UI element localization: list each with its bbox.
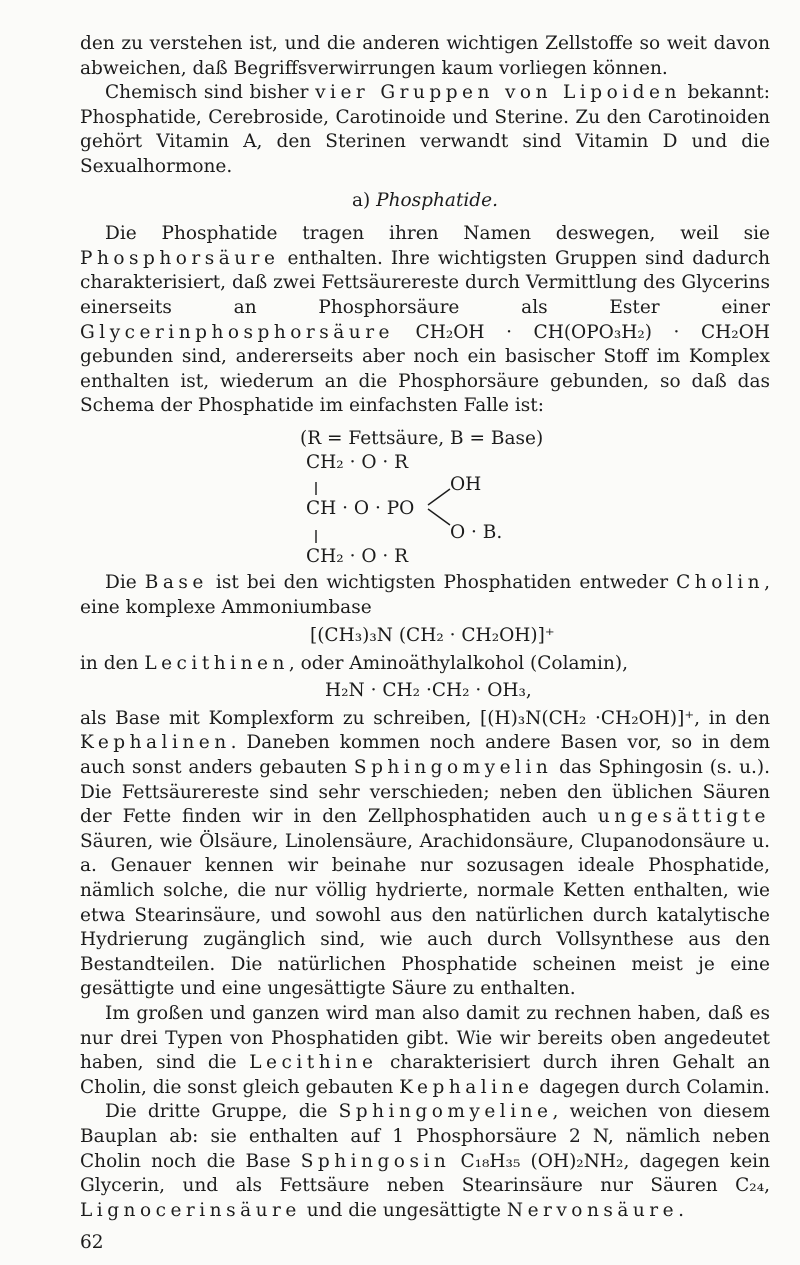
schema-ob: O · B. xyxy=(450,521,503,543)
spaced-term: Phosphorsäure xyxy=(80,247,280,269)
spaced-term: Lecithine xyxy=(249,1052,378,1074)
text: C₁₈H₃₅ (OH)₂NH₂, dagegen kein Glycerin, und als Fettsäure neben Stearinsäure nur Säuren C₂₄, xyxy=(80,1150,770,1197)
spaced-term: Kephalinen xyxy=(80,732,231,754)
paragraph-sphingomyeline xyxy=(80,1100,770,1223)
spaced-term: Lecithinen xyxy=(144,652,289,674)
text: das Sphingosin (s. u.). Die Fettsäurereste sind sehr verschieden; neben den üblichen Säuren der Fette finden wir in den Zellphosphatiden auch xyxy=(80,757,770,828)
spaced-term: Cholin xyxy=(676,571,765,593)
text: ist bei den wichtigsten Phosphatiden entweder xyxy=(207,571,677,593)
paragraph-base xyxy=(80,571,770,620)
paragraph-kephaline xyxy=(80,707,770,1002)
schema-row-1: CH₂ · O · R xyxy=(306,451,409,473)
section-heading xyxy=(80,189,770,214)
text: Säuren, wie Ölsäure, Linolensäure, Arachidonsäure, Clupanodonsäure u. a. Genauer kennen wir beinahe nur sozusagen ideale Phosphatide, nämlich solche, die nur völlig hydrierte, normale Ketten enthalten, wie etwa Stearinsäure, und sowohl aus den natürlichen durch katalytische Hydrierung zugänglich sind, wie auch durch Vollsynthese aus den Bestandteilen. Die natürlichen Phosphatide scheinen meist je eine gesättigte und eine ungesättigte Säure zu enthalten. xyxy=(80,830,770,1000)
text: Im großen und ganzen wird man also damit zu rechnen haben, daß es nur drei Typen von Phosphatiden gibt. Wie wir bereits oben angedeutet haben, sind die xyxy=(80,1003,770,1074)
spaced-term: Sphingomyelin xyxy=(353,757,553,779)
text: als Base mit Komplexform zu schreiben, [(H)₃N(CH₂ ·CH₂OH)]⁺, in den xyxy=(80,707,770,729)
spaced-term: ungesättigte xyxy=(597,806,770,828)
text: charakterisiert durch ihren Gehalt an Cholin, die sonst gleich gebauten xyxy=(80,1052,770,1098)
text: . Daneben kommen noch andere Basen vor, so in dem auch sonst anders gebauten xyxy=(80,732,770,779)
spaced-term: Base xyxy=(144,571,208,593)
text: Chemisch sind bisher xyxy=(105,82,316,104)
page-body xyxy=(80,32,770,1223)
paragraph-lipoid-groups xyxy=(80,81,770,179)
text: , oder Aminoäthylalkohol (Colamin), xyxy=(288,652,628,674)
page-number: 62 xyxy=(80,1232,104,1253)
cholin-formula: [(CH₃)₃N (CH₂ · CH₂OH)]⁺ xyxy=(310,625,555,647)
text: CH₂OH · CH(OPO₃H₂) · CH₂OH gebunden sind, andererseits aber noch ein basischer Stoff im Komplex enthalten ist, wiederum an die Phosphorsäure gebunden, so daß das Schema der Phosphatide im einfachsten Falle ist: xyxy=(80,321,770,417)
spaced-term: vier Gruppen von Lipoiden xyxy=(315,82,681,104)
text: Die xyxy=(105,571,145,593)
text: Die Phosphatide tragen ihren Namen deswegen, weil sie xyxy=(105,223,770,245)
text: , eine komplexe Ammoniumbase xyxy=(80,571,770,618)
spaced-term: Glycerinphosphorsäure xyxy=(80,321,394,343)
paragraph-lecithine xyxy=(80,652,770,677)
spaced-term: Sphingosin xyxy=(300,1150,451,1172)
text: . xyxy=(678,1199,684,1221)
schema-row-3: CH₂ · O · R xyxy=(306,545,409,567)
schema-oh: OH xyxy=(450,473,482,495)
text: in den xyxy=(80,652,145,674)
phosphatide-schema xyxy=(300,427,640,569)
spaced-term: Nervonsäure xyxy=(506,1199,679,1221)
text: Die dritte Gruppe, die xyxy=(105,1101,339,1123)
text: und die ungesättigte xyxy=(300,1199,507,1221)
paragraph: den zu verstehen ist, und die anderen wichtigen Zellstoffe so weit davon abweichen, daß Begriffsverwirrungen kaum vorliegen können. xyxy=(80,33,770,79)
text: , weichen von diesem Bauplan ab: sie enthalten auf 1 Phosphorsäure 2 N, nämlich neben Cholin noch die Base xyxy=(80,1101,770,1172)
section-title: Phosphatide. xyxy=(376,189,498,211)
schema-row-2: CH · O · PO xyxy=(306,497,415,519)
spaced-term: Sphingomyeline xyxy=(338,1101,553,1123)
schema-legend: (R = Fettsäure, B = Base) xyxy=(300,427,544,449)
colamin-formula: H₂N · CH₂ ·CH₂ · OH₃, xyxy=(325,680,532,702)
paragraph-three-types xyxy=(80,1002,770,1100)
text: dagegen durch Colamin. xyxy=(533,1076,770,1098)
spaced-term: Lignocerinsäure xyxy=(80,1199,301,1221)
text: bekannt: Phosphatide, Cerebroside, Carotinoide und Sterine. Zu den Carotinoiden gehört Vitamin A, den Sterinen verwandt sind Vitamin D und die Sexualhormone. xyxy=(80,82,770,177)
section-number: a) xyxy=(352,189,377,211)
spaced-term: Kephaline xyxy=(399,1076,534,1098)
paragraph-phosphatide xyxy=(80,222,770,419)
text: enthalten. Ihre wichtigsten Gruppen sind dadurch charakterisiert, daß zwei Fettsäurereste durch Vermittlung des Glycerins einerseits an Phosphorsäure als Ester einer xyxy=(80,247,770,318)
